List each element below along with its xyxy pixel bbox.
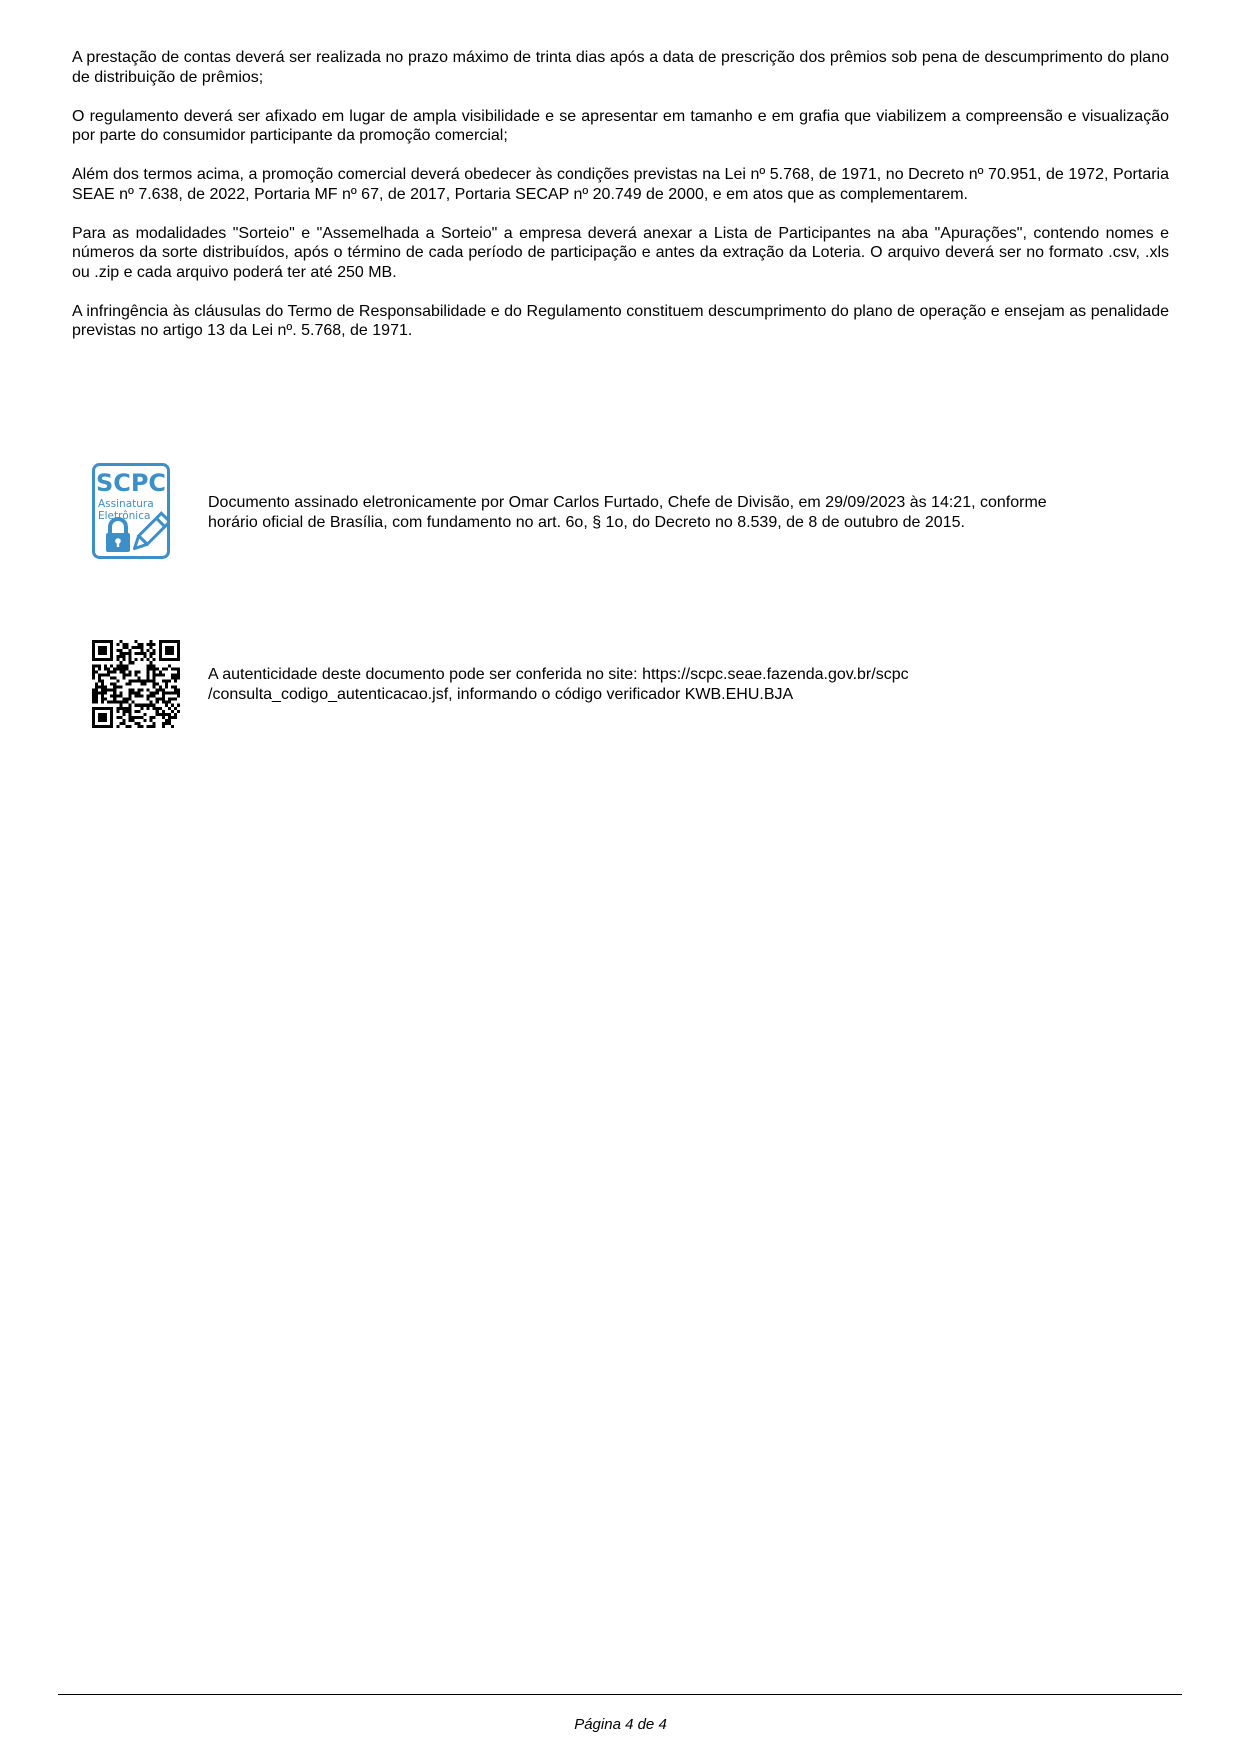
paragraph-prestacao-contas: A prestação de contas deverá ser realizada no prazo máximo de trinta dias após a data de prescrição dos prêmios sob pena de descumprimento do plano de distribuição de prêmios; [72, 49, 1169, 86]
paragraph-infringencia: A infringência às cláusulas do Termo de Responsabilidade e do Regulamento constituem descumprimento do plano de operação e ensejam as penalidade previstas no artigo 13 da Lei nº. 5.768, de 1971. [72, 302, 1169, 339]
authenticity-text [208, 665, 1188, 704]
page-number: Página 4 de 4 [574, 1716, 667, 1733]
paragraph-lista-participantes: Para as modalidades "Sorteio" e "Assemelhada a Sorteio" a empresa deverá anexar a Lista de Participantes na aba "Apurações", contendo nomes e números da sorte distribuídos, após o término de cada período de participação e antes da extração da Loteria. O arquivo deverá ser no formato .csv, .xls ou .zip e cada arquivo poderá ter até 250 MB. [72, 224, 1169, 281]
signature-line-2: horário oficial de Brasília, com fundamento no art. 6o, § 1o, do Decreto no 8.539, de 8 de outubro de 2015. [208, 513, 965, 531]
signature-text [208, 493, 1188, 532]
paragraph-legislacao: Além dos termos acima, a promoção comercial deverá obedecer às condições previstas na Lei nº 5.768, de 1971, no Decreto nº 70.951, de 1972, Portaria SEAE nº 7.638, de 2022, Portaria MF nº 67, de 2017, Portaria SECAP nº 20.749 de 2000, e em atos que as complementarem. [72, 166, 1169, 203]
paragraph-regulamento: O regulamento deverá ser afixado em lugar de ampla visibilidade e se apresentar em tamanho e em grafia que viabilizem a compreensão e visualização por parte do consumidor participante da promoção comercial; [72, 107, 1169, 144]
logo-line-1: Assinatura [98, 498, 154, 510]
signature-line-1: Documento assinado eletronicamente por Omar Carlos Furtado, Chefe de Divisão, em 29/09/2023 às 14:21, conforme [208, 494, 1047, 511]
logo-title: SCPC [95, 469, 167, 497]
qr-code-icon [92, 640, 180, 728]
document-body [72, 48, 1169, 360]
electronic-signature-block [92, 463, 1192, 561]
authenticity-line-2: /consulta_codigo_autenticacao.jsf, informando o código verificador KWB.EHU.BJA [208, 685, 794, 703]
scpc-signature-logo-icon [92, 463, 170, 559]
logo-line-2: Eletrônica [98, 510, 151, 522]
authenticity-block [92, 640, 1192, 730]
authenticity-line-1: A autenticidade deste documento pode ser conferida no site: https://scpc.seae.fazenda.gov.br/scpc [208, 666, 909, 683]
footer-divider [58, 1694, 1182, 1695]
